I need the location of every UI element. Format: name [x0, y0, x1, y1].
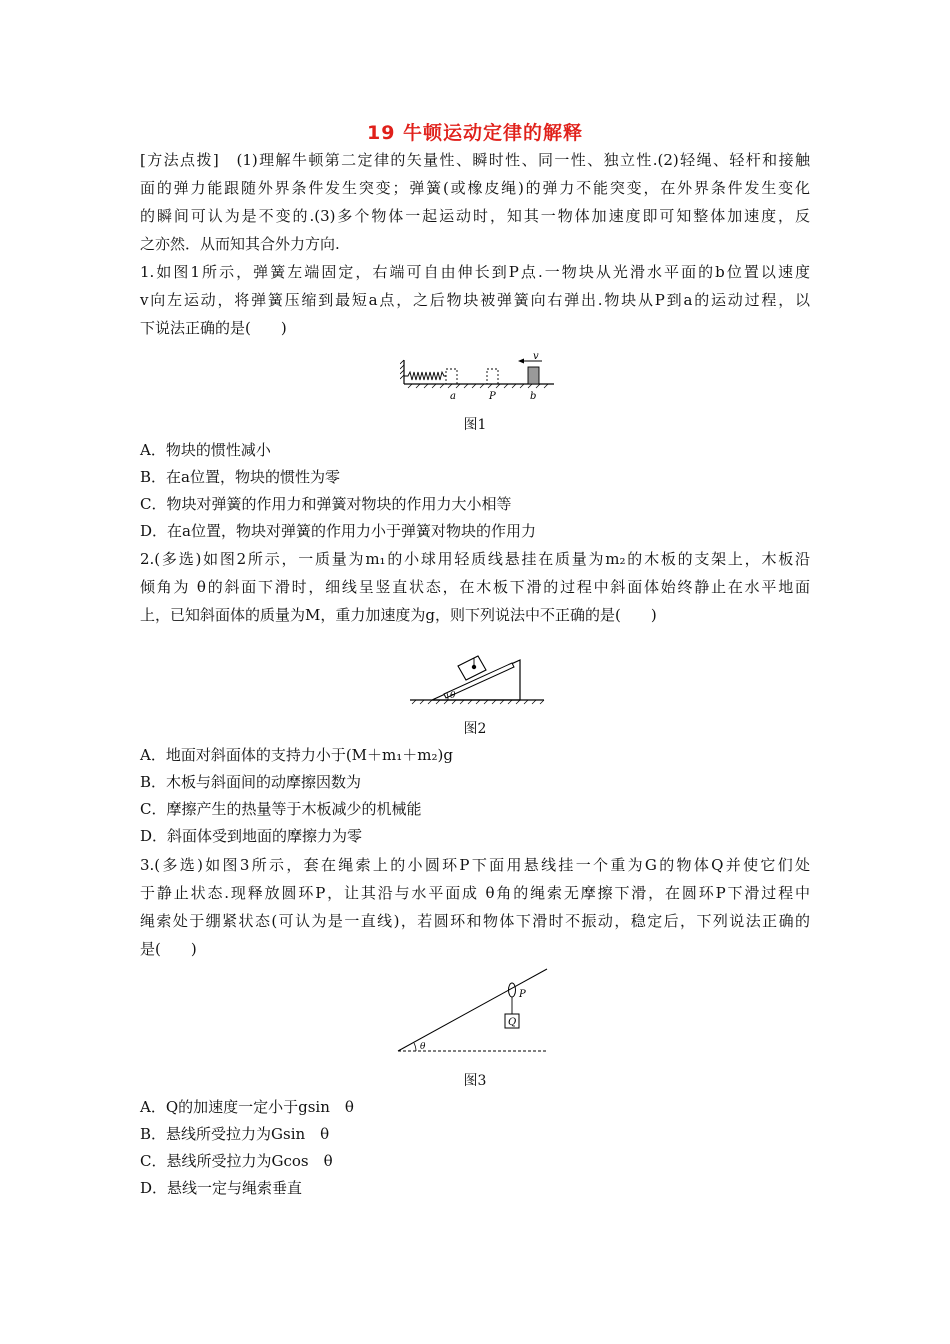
q2-option-d: D．斜面体受到地面的摩擦力为零	[140, 827, 363, 845]
intro-line: 之亦然．从而知其合外力方向.	[140, 235, 340, 253]
point-b-label: b	[530, 391, 537, 402]
q2-option-c: C．摩擦产生的热量等于木板减少的机械能	[140, 800, 422, 818]
q1-stem-line: v向左运动，将弹簧压缩到最短a点，之后物块被弹簧向右弹出.物块从P到a的运动过程，以	[140, 291, 810, 309]
q2-option-b: B．木板与斜面间的动摩擦因数为	[140, 773, 362, 791]
object-Q-label: Q	[508, 1017, 517, 1028]
figure-2-diagram	[408, 636, 548, 714]
q1-option-d: D．在a位置，物块对弹簧的作用力小于弹簧对物块的作用力	[140, 522, 536, 540]
block	[528, 367, 539, 384]
q2-stem-line: 倾角为 θ的斜面下滑时，细线呈竖直状态，在木板下滑的过程中斜面体始终静止在水平地面	[140, 578, 810, 596]
q1-option-a: A．物块的惯性减小	[140, 441, 271, 459]
point-P-label: P	[489, 391, 496, 402]
figure-1-caption: 图1	[463, 417, 487, 433]
figure-3-diagram	[394, 964, 554, 1058]
page-title: 19 牛顿运动定律的解释	[366, 122, 584, 144]
intro-line: 的瞬间可认为是不变的.(3)多个物体一起运动时，知其一物体加速度即可知整体加速度，反	[140, 207, 810, 225]
q3-option-b: B．悬线所受拉力为Gsin θ	[140, 1125, 330, 1143]
ring-P-label: P	[519, 989, 526, 1000]
figure-3-caption: 图3	[463, 1073, 487, 1089]
point-a-label: a	[450, 391, 456, 402]
angle-theta-label: θ	[420, 1042, 426, 1052]
q1-option-c: C．物块对弹簧的作用力和弹簧对物块的作用力大小相等	[140, 495, 512, 513]
rope	[398, 969, 547, 1051]
q3-option-d: D．悬线一定与绳索垂直	[140, 1179, 303, 1197]
q1-stem-line: 1.如图1所示，弹簧左端固定，右端可自由伸长到P点.一物块从光滑水平面的b位置以速度	[140, 263, 810, 281]
q3-stem-line: 3.(多选)如图3所示，套在绳索上的小圆环P下面用悬线挂一个重为G的物体Q并使它们处	[140, 856, 810, 874]
spring	[404, 372, 446, 380]
q1-stem-line: 下说法正确的是( )	[140, 319, 287, 337]
q3-option-a: A．Q的加速度一定小于gsin θ	[140, 1098, 354, 1116]
q3-option-c: C．悬线所受拉力为Gcos θ	[140, 1152, 333, 1170]
intro-line: 面的弹力能跟随外界条件发生突变；弹簧(或橡皮绳)的弹力不能突变，在外界条件发生变化	[140, 179, 810, 197]
q3-stem-line: 绳索处于绷紧状态(可认为是一直线)，若圆环和物体下滑时不振动，稳定后，下列说法正确的	[140, 912, 810, 930]
q3-stem-line: 于静止状态.现释放圆环P，让其沿与水平面成 θ角的绳索无摩擦下滑，在圆环P下滑过程中	[140, 884, 810, 902]
ball	[472, 665, 476, 669]
figure-1-diagram	[400, 352, 560, 404]
angle-theta-label: θ	[450, 691, 456, 701]
q2-option-a: A．地面对斜面体的支持力小于(M＋m₁＋m₂)g	[140, 746, 453, 764]
q1-option-b: B．在a位置，物块的惯性为零	[140, 468, 340, 486]
q2-stem-line: 上，已知斜面体的质量为M，重力加速度为g，则下列说法中不正确的是( )	[140, 606, 657, 624]
q2-stem-line: 2.(多选)如图2所示，一质量为m₁的小球用轻质线悬挂在质量为m₂的木板的支架上，木板沿	[140, 550, 810, 568]
intro-line: [方法点拨] (1)理解牛顿第二定律的矢量性、瞬时性、同一性、独立性.(2)轻绳、轻杆和接触	[140, 151, 810, 169]
q3-stem-line: 是( )	[140, 940, 197, 958]
figure-2-caption: 图2	[463, 721, 487, 737]
velocity-label: v	[533, 352, 539, 362]
